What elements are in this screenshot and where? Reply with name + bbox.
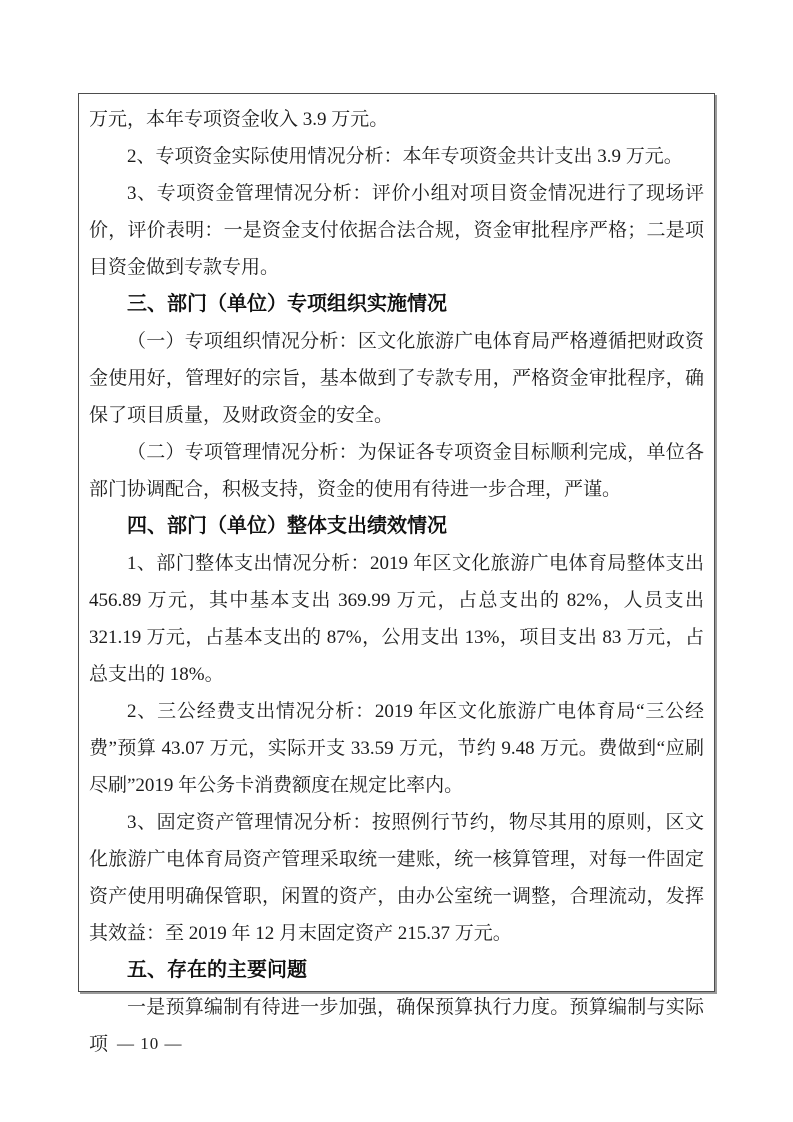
page-number: — 10 —	[117, 1034, 183, 1053]
paragraph: 2、专项资金实际使用情况分析：本年专项资金共计支出 3.9 万元。	[127, 146, 683, 167]
paragraph: （二）专项管理情况分析：为保证各专项资金目标顺利完成，单位各部门协调配合，积极支持，资金的使用有待进一步合理，严谨。	[89, 442, 704, 500]
section-heading-4: 四、部门（单位）整体支出绩效情况	[127, 515, 447, 537]
paragraph: 3、固定资产管理情况分析：按照例行节约，物尽其用的原则，区文化旅游广电体育局资产管理采取统一建账，统一核算管理，对每一件固定资产使用明确保管职，闲置的资产，由办公室统一调整，合理流动，发挥其效益：至 2019 年 12 月末固定资产 215.37 万元。	[89, 812, 704, 944]
paragraph: 3、专项资金管理情况分析：评价小组对项目资金情况进行了现场评价，评价表明：一是资金支付依据合法合规，资金审批程序严格；二是项目资金做到专款专用。	[89, 183, 704, 278]
section-heading-5: 五、存在的主要问题	[127, 959, 307, 981]
paragraph: 1、部门整体支出情况分析：2019 年区文化旅游广电体育局整体支出 456.89 万元，其中基本支出 369.99 万元，占总支出的 82%，人员支出 321.19 万元，占基本支出的 87%，公用支出 13%，项目支出 83 万元，占总支出的 18%。	[89, 553, 704, 685]
section-heading-3: 三、部门（单位）专项组织实施情况	[127, 293, 447, 315]
paragraph-continuation: 万元，本年专项资金收入 3.9 万元。	[89, 109, 389, 130]
paragraph: 2、三公经费支出情况分析：2019 年区文化旅游广电体育局“三公经费”预算 43.07 万元，实际开支 33.59 万元，节约 9.48 万元。费做到“应刷尽刷”2019 年公务卡消费额度在规定比率内。	[89, 701, 704, 796]
paragraph: （一）专项组织情况分析：区文化旅游广电体育局严格遵循把财政资金使用好，管理好的宗旨，基本做到了专款专用，严格资金审批程序，确保了项目质量，及财政资金的安全。	[89, 331, 704, 426]
paragraph: 一是预算编制有待进一步加强，确保预算执行力度。预算编制与实际项	[89, 997, 704, 1055]
